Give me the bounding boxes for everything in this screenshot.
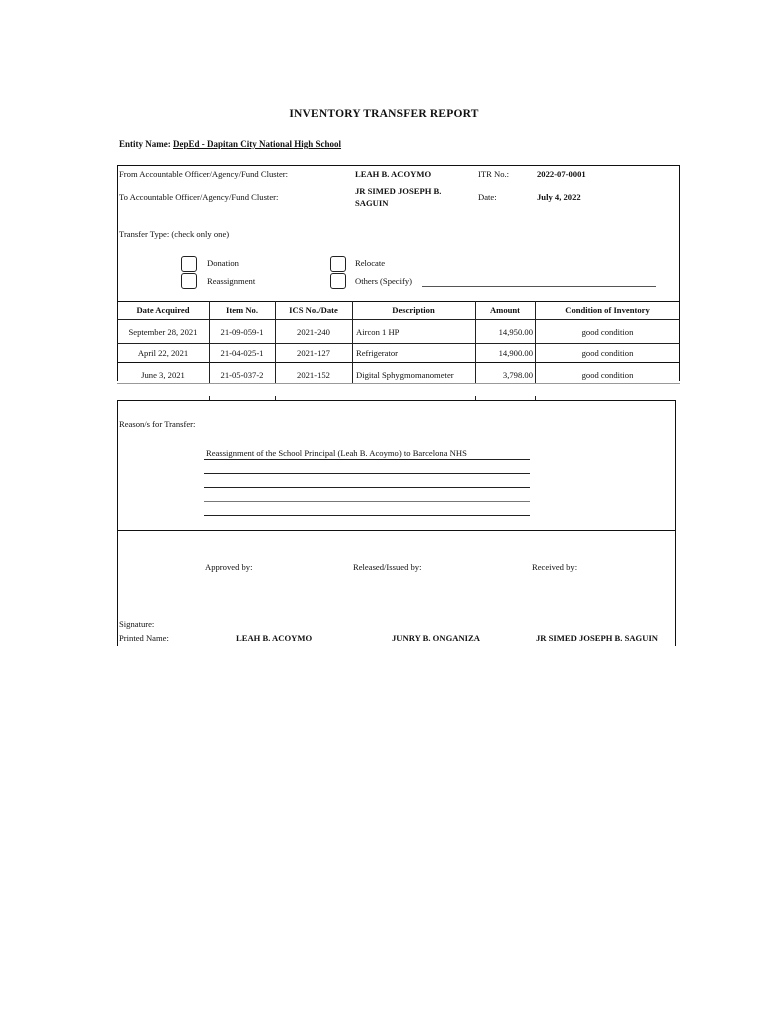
cell-item-no: 21-04-025-1 [220, 348, 264, 358]
reason-line[interactable] [204, 459, 530, 460]
to-officer-value-line2: SAGUIN [355, 198, 389, 208]
col-header-amount: Amount [489, 305, 521, 315]
cell-condition: good condition [581, 348, 634, 358]
to-officer-value-line1: JR SIMED JOSEPH B. [355, 186, 442, 196]
cell-condition: good condition [581, 327, 634, 337]
donation-checkbox[interactable] [181, 256, 197, 272]
entity-value: DepEd - Dapitan City National High School [173, 139, 342, 149]
cell-amount: 14,900.00 [498, 348, 533, 358]
printed-name-label: Printed Name: [119, 633, 169, 643]
itr-no-value: 2022-07-0001 [537, 169, 586, 179]
reassignment-checkbox[interactable] [181, 273, 197, 289]
date-label: Date: [478, 192, 497, 202]
released-by-name: JUNRY B. ONGANIZA [392, 633, 480, 643]
cell-amount: 14,950.00 [498, 327, 533, 337]
released-by-label: Released/Issued by: [353, 562, 422, 572]
relocate-checkbox[interactable] [330, 256, 346, 272]
others-label: Others (Specify) [355, 276, 413, 286]
cell-date-acquired: June 3, 2021 [141, 370, 185, 380]
cell-date-acquired: September 28, 2021 [128, 327, 198, 337]
col-header-description: Description [392, 305, 435, 315]
cell-item-no: 21-09-059-1 [220, 327, 264, 337]
reasons-label: Reason/s for Transfer: [119, 419, 196, 429]
reason-line[interactable] [204, 501, 530, 502]
cell-ics-no: 2021-152 [297, 370, 330, 380]
others-checkbox[interactable] [330, 273, 346, 289]
approved-by-label: Approved by: [205, 562, 253, 572]
reason-line[interactable] [204, 515, 530, 516]
transfer-type-label: Transfer Type: (check only one) [119, 229, 230, 239]
col-header-item-no: Item No. [226, 305, 258, 315]
itr-no-label: ITR No.: [478, 169, 510, 179]
col-header-date-acquired: Date Acquired [136, 305, 190, 315]
col-header-ics-no: ICS No./Date [289, 305, 338, 315]
report-title: INVENTORY TRANSFER REPORT [289, 108, 479, 120]
donation-label: Donation [207, 258, 239, 268]
cell-item-no: 21-05-037-2 [220, 370, 264, 380]
reason-line[interactable] [204, 487, 530, 488]
cell-amount: 3,798.00 [502, 370, 533, 380]
cell-description: Digital Sphygmomanometer [356, 370, 454, 380]
received-by-name: JR SIMED JOSEPH B. SAGUIN [536, 633, 659, 643]
signature-label: Signature: [119, 619, 155, 629]
received-by-label: Received by: [532, 562, 578, 572]
col-header-condition: Condition of Inventory [565, 305, 650, 315]
approved-by-name: LEAH B. ACOYMO [236, 633, 313, 643]
to-officer-label: To Accountable Officer/Agency/Fund Cluster: [119, 192, 279, 202]
entity-name [119, 139, 341, 149]
cell-description: Refrigerator [356, 348, 398, 358]
date-value: July 4, 2022 [537, 192, 581, 202]
reasons-text: Reassignment of the School Principal (Leah B. Acoymo) to Barcelona NHS [206, 448, 467, 458]
cell-ics-no: 2021-127 [297, 348, 330, 358]
from-officer-label: From Accountable Officer/Agency/Fund Cluster: [119, 169, 289, 179]
entity-label: Entity Name: [119, 139, 171, 149]
cell-ics-no: 2021-240 [297, 327, 330, 337]
cell-condition: good condition [581, 370, 634, 380]
cell-date-acquired: April 22, 2021 [137, 348, 189, 358]
from-officer-value: LEAH B. ACOYMO [355, 169, 432, 179]
reassignment-label: Reassignment [207, 276, 256, 286]
cell-description: Aircon 1 HP [356, 327, 400, 337]
reason-line[interactable] [204, 473, 530, 474]
relocate-label: Relocate [355, 258, 386, 268]
others-specify-line[interactable] [422, 286, 656, 287]
